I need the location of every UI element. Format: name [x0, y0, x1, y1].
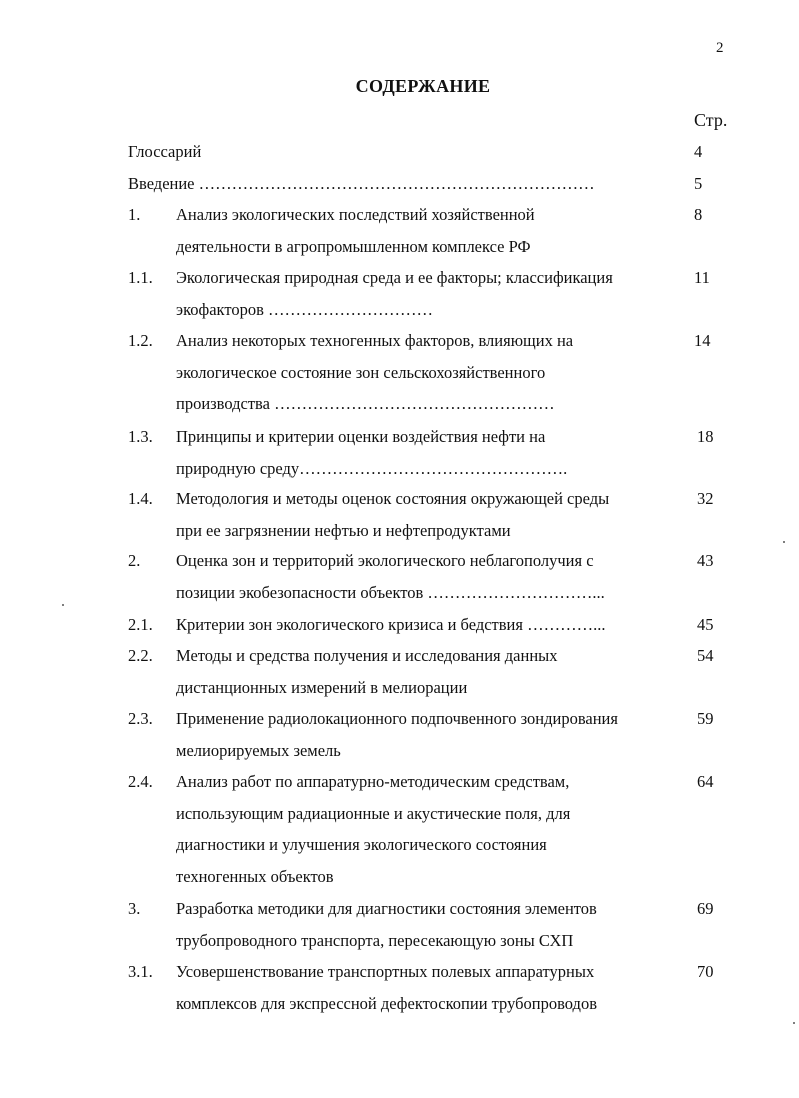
toc-entry-page: 4 — [694, 142, 703, 161]
toc-entry-number: 2.3. — [128, 709, 153, 728]
toc-entry-text-line: Применение радиолокационного подпочвенного зондирования — [176, 709, 618, 728]
toc-entry-text-line: Принципы и критерии оценки воздействия нефти на — [176, 427, 546, 446]
toc-entry-text-line: природную среду…………………………………………. — [176, 458, 568, 478]
toc-entry-text-line: Введение ……………………………………………………………… — [128, 174, 595, 193]
toc-entry-text-line: дистанционных измерений в мелиорации — [176, 677, 468, 697]
toc-entry-text-line: Экологическая природная среда и ее факторы; классификация — [176, 268, 613, 287]
toc-entry-page: 43 — [697, 551, 714, 570]
toc-entry-page: 45 — [697, 615, 714, 634]
toc-entry-number: 2.2. — [128, 646, 153, 665]
toc-entry-number: 2. — [128, 551, 141, 570]
toc-entry-text-line: Методы и средства получения и исследования данных — [176, 646, 558, 665]
toc-entry-page: 64 — [697, 772, 714, 791]
toc-entry-text-line: при ее загрязнении нефтью и нефтепродуктами — [176, 520, 511, 540]
scan-speck — [793, 1022, 795, 1024]
toc-entry-number: 1.4. — [128, 489, 153, 508]
toc-entry-text-line: Методология и методы оценок состояния окружающей среды — [176, 489, 610, 508]
toc-entry-text-line: Оценка зон и территорий экологического неблагополучия с — [176, 551, 594, 570]
toc-entry-page: 69 — [697, 899, 714, 918]
toc-entry-page: 59 — [697, 709, 714, 728]
toc-entry-text-line: мелиорируемых земель — [176, 740, 341, 760]
toc-entry-number: 1. — [128, 205, 141, 224]
page-title: СОДЕРЖАНИЕ — [355, 76, 491, 96]
toc-entry-text-line: техногенных объектов — [176, 866, 334, 886]
toc-entry-text-line: Критерии зон экологического кризиса и бедствия …………... — [176, 615, 606, 634]
toc-entry-text-line: Усовершенствование транспортных полевых аппаратурных — [176, 962, 595, 981]
toc-entry-number: 3. — [128, 899, 141, 918]
toc-entry-page: 8 — [694, 205, 703, 224]
toc-entry-text-line: трубопроводного транспорта, пересекающую зоны СХП — [176, 930, 574, 950]
scan-speck — [783, 541, 785, 543]
toc-entry-number: 1.2. — [128, 331, 153, 350]
page-number: 2 — [716, 40, 724, 56]
toc-entry-page: 18 — [697, 427, 714, 446]
toc-entry-text-line: позиции экобезопасности объектов …………………………... — [176, 582, 605, 602]
toc-entry-text-line: Анализ работ по аппаратурно-методическим средствам, — [176, 772, 570, 791]
toc-entry-text-line: экологическое состояние зон сельскохозяйственного — [176, 362, 546, 382]
toc-entry-text-line: деятельности в агропромышленном комплексе РФ — [176, 236, 531, 256]
toc-entry-number: 2.4. — [128, 772, 153, 791]
toc-entry-page: 5 — [694, 174, 703, 193]
toc-entry-number: 2.1. — [128, 615, 153, 634]
toc-entry-text-line: экофакторов ………………………… — [176, 299, 433, 319]
toc-entry-number: 3.1. — [128, 962, 153, 981]
toc-entry-number: 1.3. — [128, 427, 153, 446]
toc-entry-page: 54 — [697, 646, 714, 665]
toc-entry-page: 14 — [694, 331, 711, 350]
toc-entry-page: 11 — [694, 268, 710, 287]
toc-entry-text-line: Глоссарий — [128, 142, 202, 161]
toc-entry-text-line: использующим радиационные и акустические поля, для — [176, 803, 571, 823]
page-column-label: Стр. — [694, 110, 728, 130]
toc-entry-text-line: диагностики и улучшения экологического состояния — [176, 835, 547, 854]
scan-speck — [62, 604, 64, 606]
toc-entry-page: 32 — [697, 489, 714, 508]
toc-entry-text-line: производства …………………………………………… — [176, 394, 555, 413]
toc-entry-text-line: комплексов для экспрессной дефектоскопии трубопроводов — [176, 993, 597, 1013]
toc-entry-page: 70 — [697, 962, 714, 981]
toc-entry-number: 1.1. — [128, 268, 153, 287]
toc-entry-text-line: Анализ некоторых техногенных факторов, влияющих на — [176, 331, 574, 350]
toc-entry-text-line: Разработка методики для диагностики состояния элементов — [176, 899, 597, 918]
toc-entry-text-line: Анализ экологических последствий хозяйственной — [176, 205, 535, 224]
